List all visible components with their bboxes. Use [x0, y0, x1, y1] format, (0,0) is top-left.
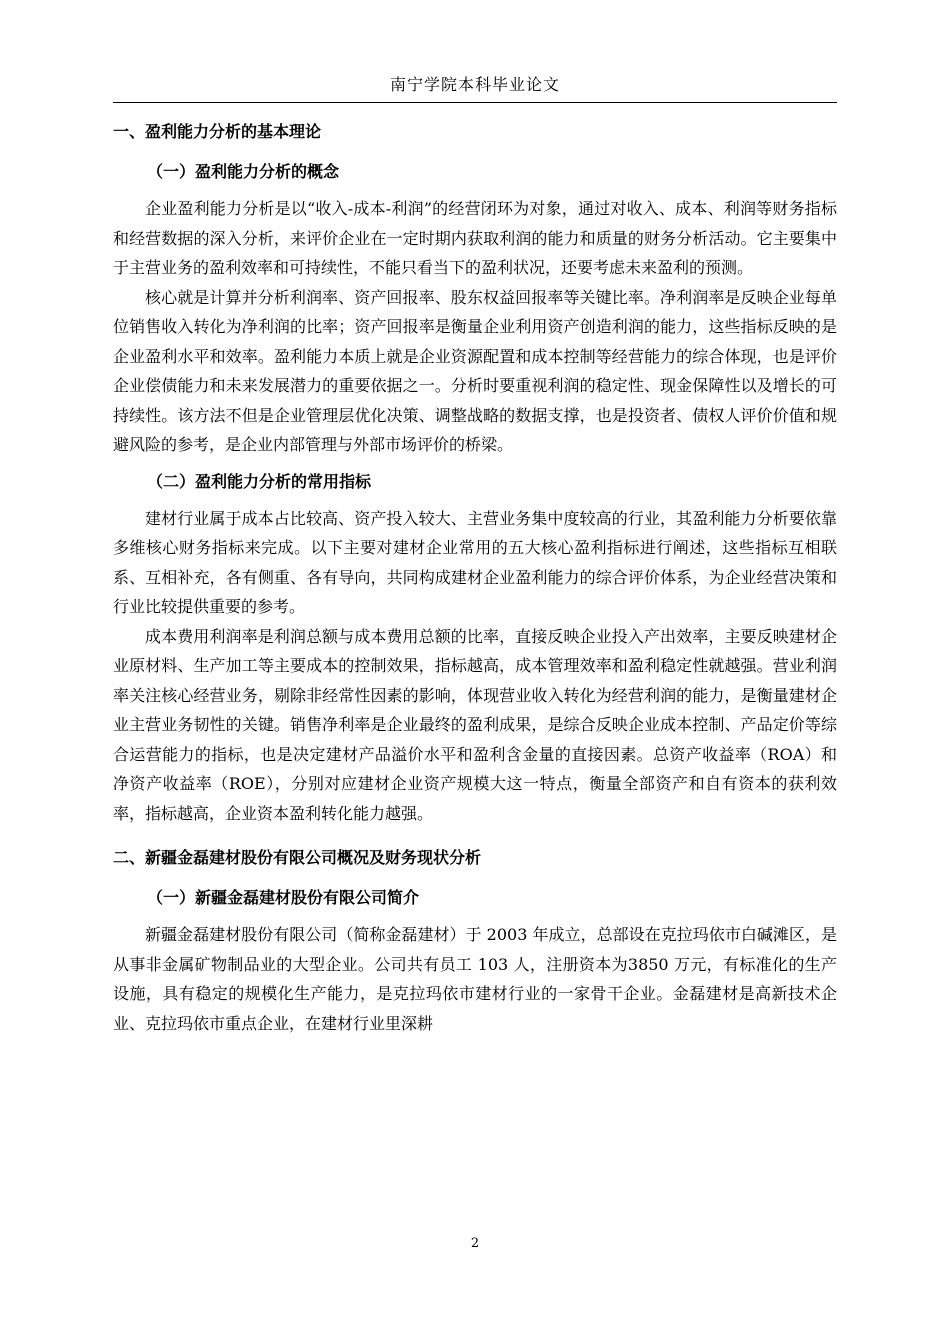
header-rule [113, 102, 837, 103]
section-gap [113, 828, 837, 840]
subsection-heading: （二）盈利能力分析的常用指标 [147, 471, 372, 491]
body-paragraph: 核心就是计算并分析利润率、资产回报率、股东权益回报率等关键比率。净利润率是反映企业每单位销售收入转化为净利润的比率；资产回报率是衡量企业利用资产创造利润的能力，这些指标反映的是企业盈利水平和效率。盈利能力本质上就是企业资源配置和成本控制等经营能力的综合体现，也是评价企业偿债能力和未来发展潜力的重要依据之一。分析时要重视利润的稳定性、现金保障性以及增长的可持续性。该方法不但是企业管理层优化决策、调整战略的数据支撑，也是投资者、债权人评价价值和规避风险的参考，是企业内部管理与外部市场评价的桥梁。 [113, 287, 837, 454]
body-paragraph: 新疆金磊建材股份有限公司（简称金磊建材）于 2003 年成立，总部设在克拉玛依市白碱滩区，是从事非金属矿物制品业的大型企业。公司共有员工 103 人，注册资本为3850 万元，有标准化的生产设施，具有稳定的规模化生产能力，是克拉玛依市建材行业的一家骨干企业。金磊建材是高新技术企业、克拉玛依市重点企业，在建材行业里深耕 [113, 925, 837, 1033]
subsection-heading: （一）新疆金磊建材股份有限公司简介 [147, 888, 420, 907]
body-paragraph: 成本费用利润率是利润总额与成本费用总额的比率，直接反映企业投入产出效率，主要反映建材企业原材料、生产加工等主要成本的控制效果，指标越高，成本管理效率和盈利稳定性就越强。营业利润率关注核心经营业务，剔除非经常性因素的影响，体现营业收入转化为经营利润的能力，是衡量建材企业主营业务韧性的关键。销售净利率是企业最终的盈利成果，是综合反映企业成本控制、产品定价等综合运营能力的指标，也是决定建材产品溢价水平和盈利含金量的直接因素。总资产收益率（ROA）和净资产收益率（ROE），分别对应建材企业资产规模大这一特点，衡量全部资产和自有资本的获利效率，指标越高，企业资本盈利转化能力越强。 [113, 626, 837, 823]
body-paragraph: 企业盈利能力分析是以“收入-成本-利润”的经营闭环为对象，通过对收入、成本、利润等财务指标和经营数据的深入分析，来评价企业在一定时期内获取利润的能力和质量的财务分析活动。它主要集中于主营业务的盈利效率和可持续性，不能只看当下的盈利状况，还要考虑未来盈利的预测。 [113, 199, 837, 277]
page-number: 2 [470, 1236, 480, 1251]
page-body [113, 114, 837, 1038]
section-heading: 一、盈利能力分析的基本理论 [113, 122, 322, 141]
subsection-heading: （一）盈利能力分析的概念 [147, 162, 340, 181]
body-paragraph: 建材行业属于成本占比较高、资产投入较大、主营业务集中度较高的行业，其盈利能力分析要依靠多维核心财务指标来完成。以下主要对建材企业常用的五大核心盈利指标进行阐述，这些指标互相联系、互相补充，各有侧重、各有导向，共同构成建材企业盈利能力的综合评价体系，为企业经营决策和行业比较提供重要的参考。 [113, 508, 837, 616]
section-heading: 二、新疆金磊建材股份有限公司概况及财务现状分析 [113, 848, 482, 867]
running-header: 南宁学院本科毕业论文 [389, 75, 560, 94]
